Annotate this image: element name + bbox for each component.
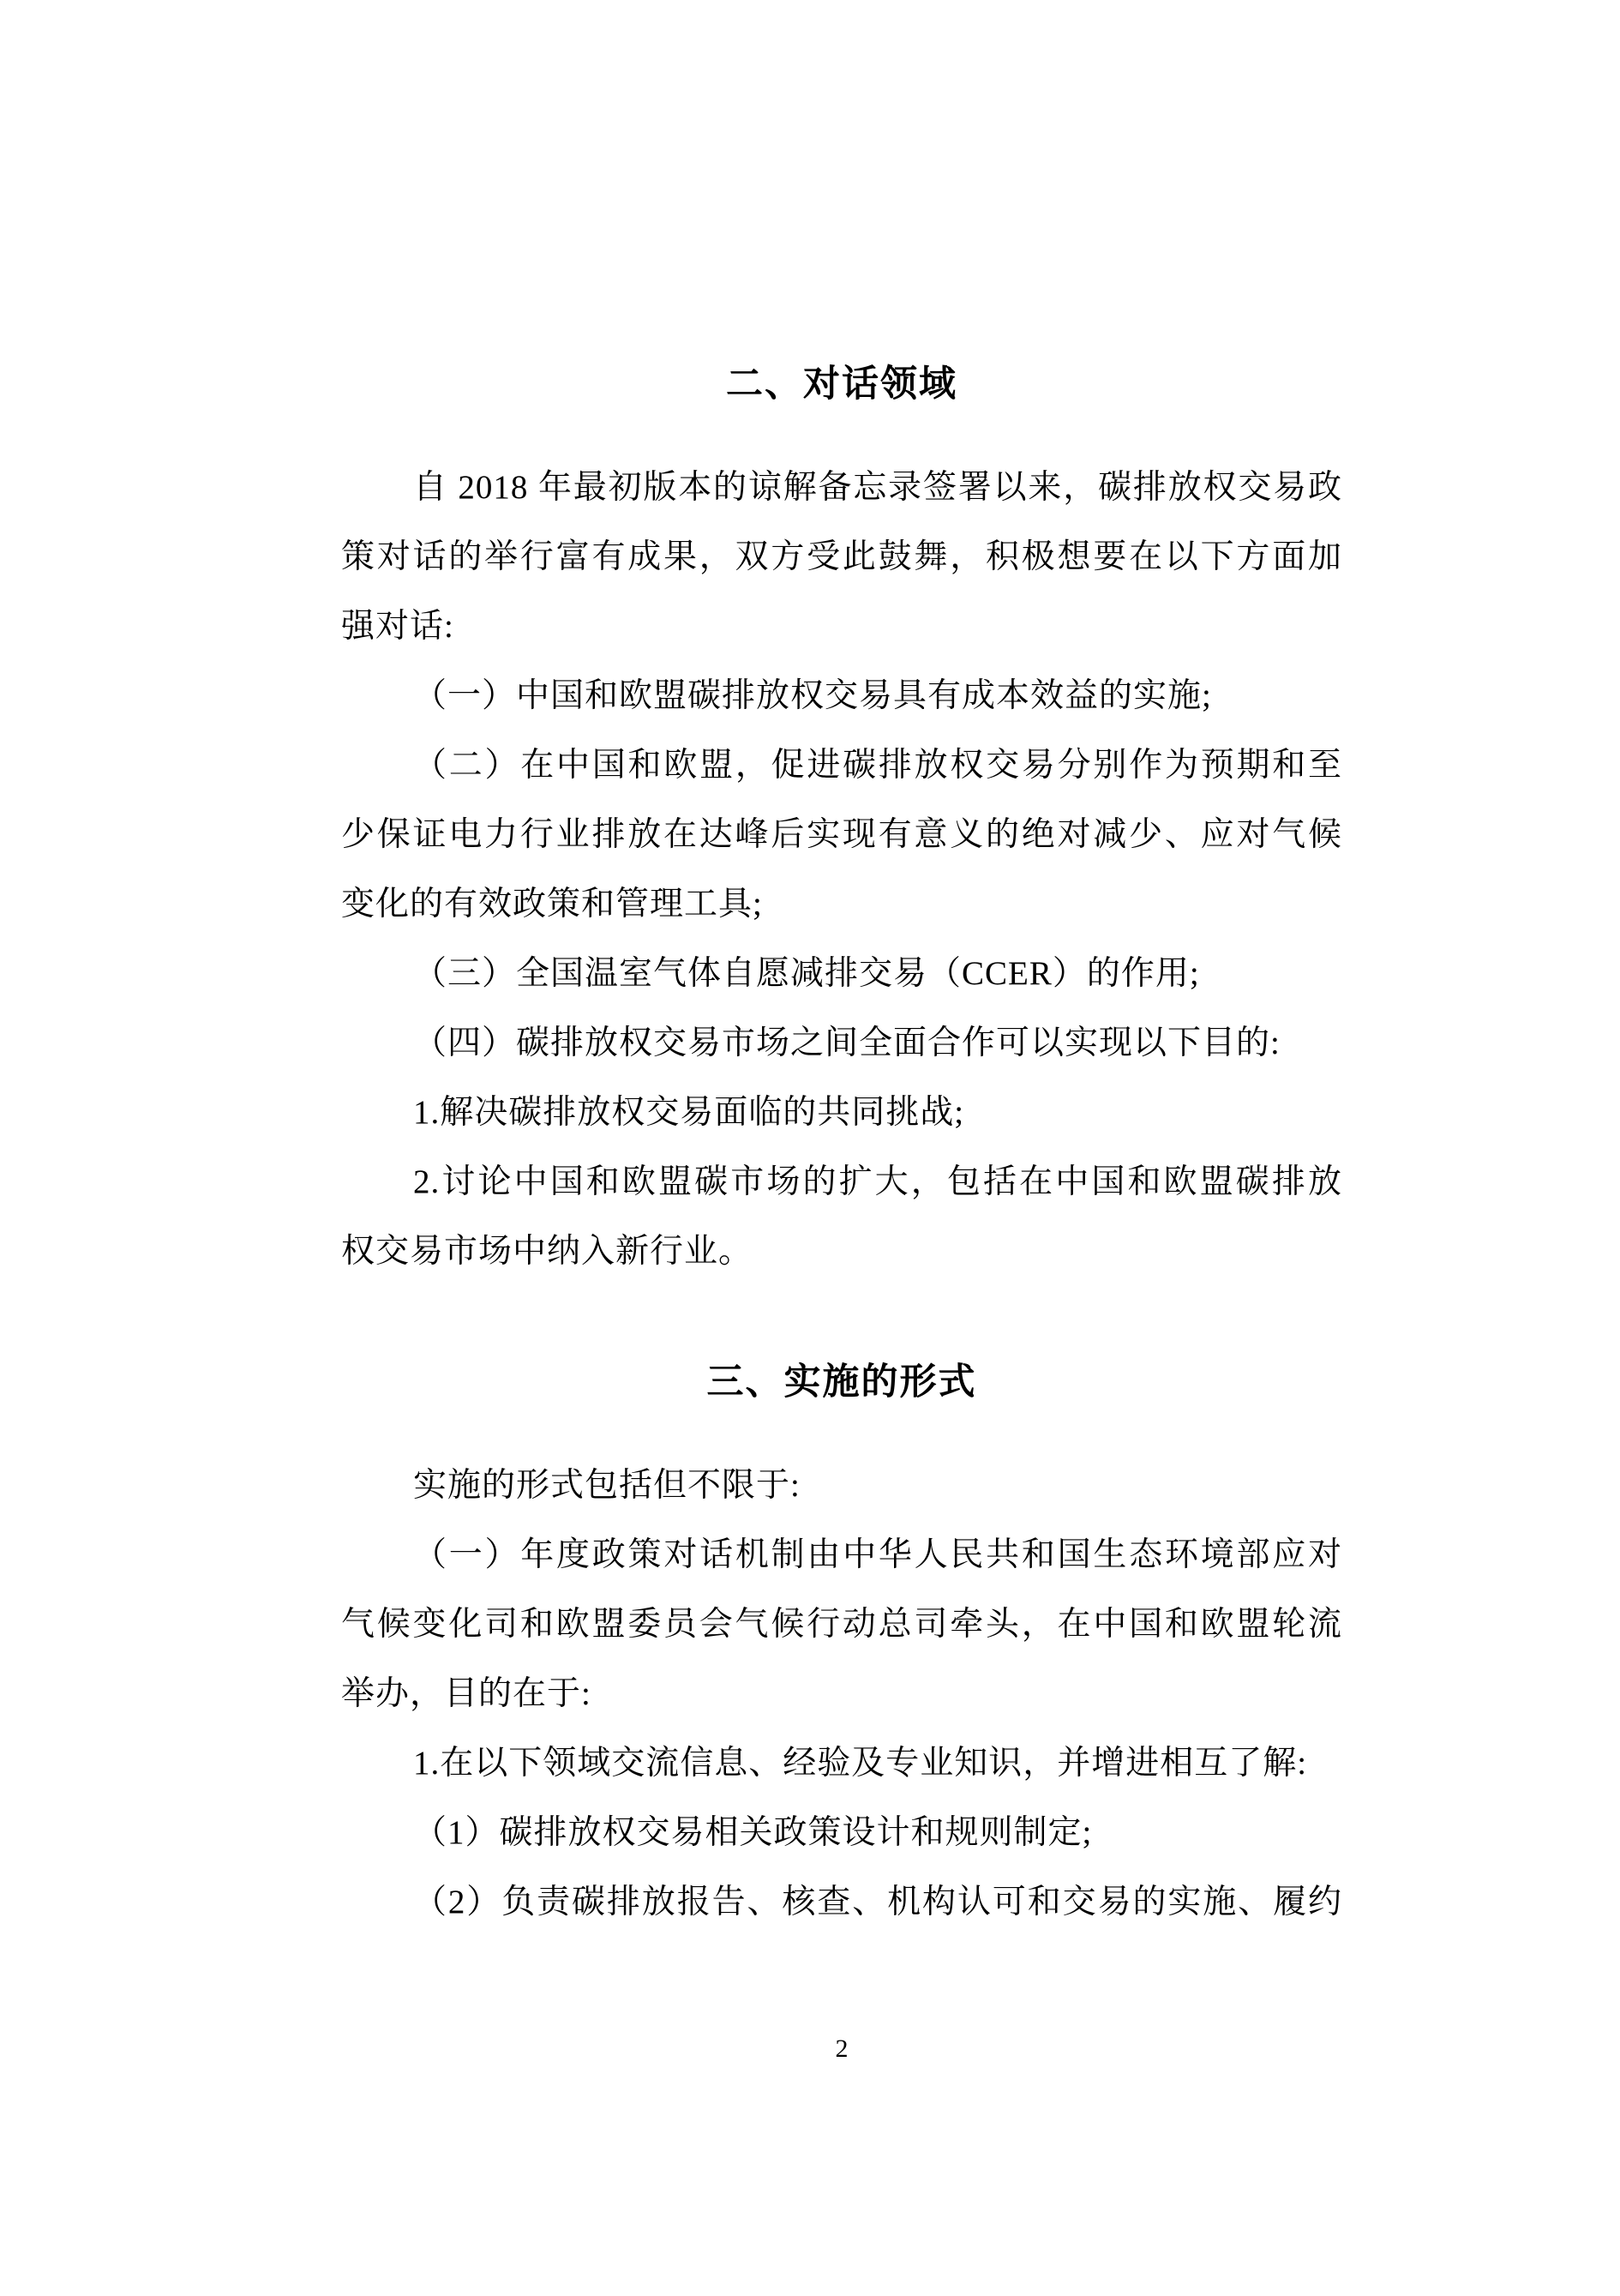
text-line: 强对话:: [341, 608, 454, 645]
text-line: 2.讨论中国和欧盟碳市场的扩大，包括在中国和欧盟碳排放: [413, 1163, 1342, 1200]
text-line: 变化的有效政策和管理工具;: [341, 886, 763, 923]
section-heading-dialogue-areas: 二、对话领域: [726, 364, 957, 405]
text-line: （二）在中国和欧盟，促进碳排放权交易分别作为预期和至: [413, 747, 1342, 784]
document-content: [341, 350, 1342, 2075]
text-line: 少保证电力行业排放在达峰后实现有意义的绝对减少、应对气候: [341, 816, 1342, 853]
text-line: （1）碳排放权交易相关政策设计和规则制定;: [413, 1814, 1093, 1851]
text-line: （2）负责碳排放报告、核查、机构认可和交易的实施、履约: [413, 1884, 1342, 1920]
page-number: 2: [835, 2035, 849, 2063]
text-line: （四）碳排放权交易市场之间全面合作可以实现以下目的:: [413, 1025, 1281, 1061]
section-heading-implementation-forms: 三、实施的形式: [706, 1361, 977, 1403]
text-line: 举办，目的在于:: [341, 1675, 591, 1712]
text-line: 1.解决碳排放权交易面临的共同挑战;: [413, 1094, 965, 1131]
text-line: （一）年度政策对话机制由中华人民共和国生态环境部应对: [413, 1536, 1342, 1573]
text-line: 实施的形式包括但不限于:: [413, 1467, 801, 1504]
text-line: 气候变化司和欧盟委员会气候行动总司牵头，在中国和欧盟轮流: [341, 1606, 1342, 1643]
text-line: 策对话的举行富有成果，双方受此鼓舞，积极想要在以下方面加: [341, 538, 1342, 575]
text-line: 自 2018 年最初版本的谅解备忘录签署以来，碳排放权交易政: [413, 469, 1342, 506]
text-line: （一）中国和欧盟碳排放权交易具有成本效益的实施;: [413, 677, 1212, 714]
text-line: （三）全国温室气体自愿减排交易（CCER）的作用;: [413, 955, 1200, 992]
text-line: 1.在以下领域交流信息、经验及专业知识，并增进相互了解:: [413, 1745, 1308, 1782]
text-line: 权交易市场中纳入新行业。: [341, 1233, 753, 1270]
